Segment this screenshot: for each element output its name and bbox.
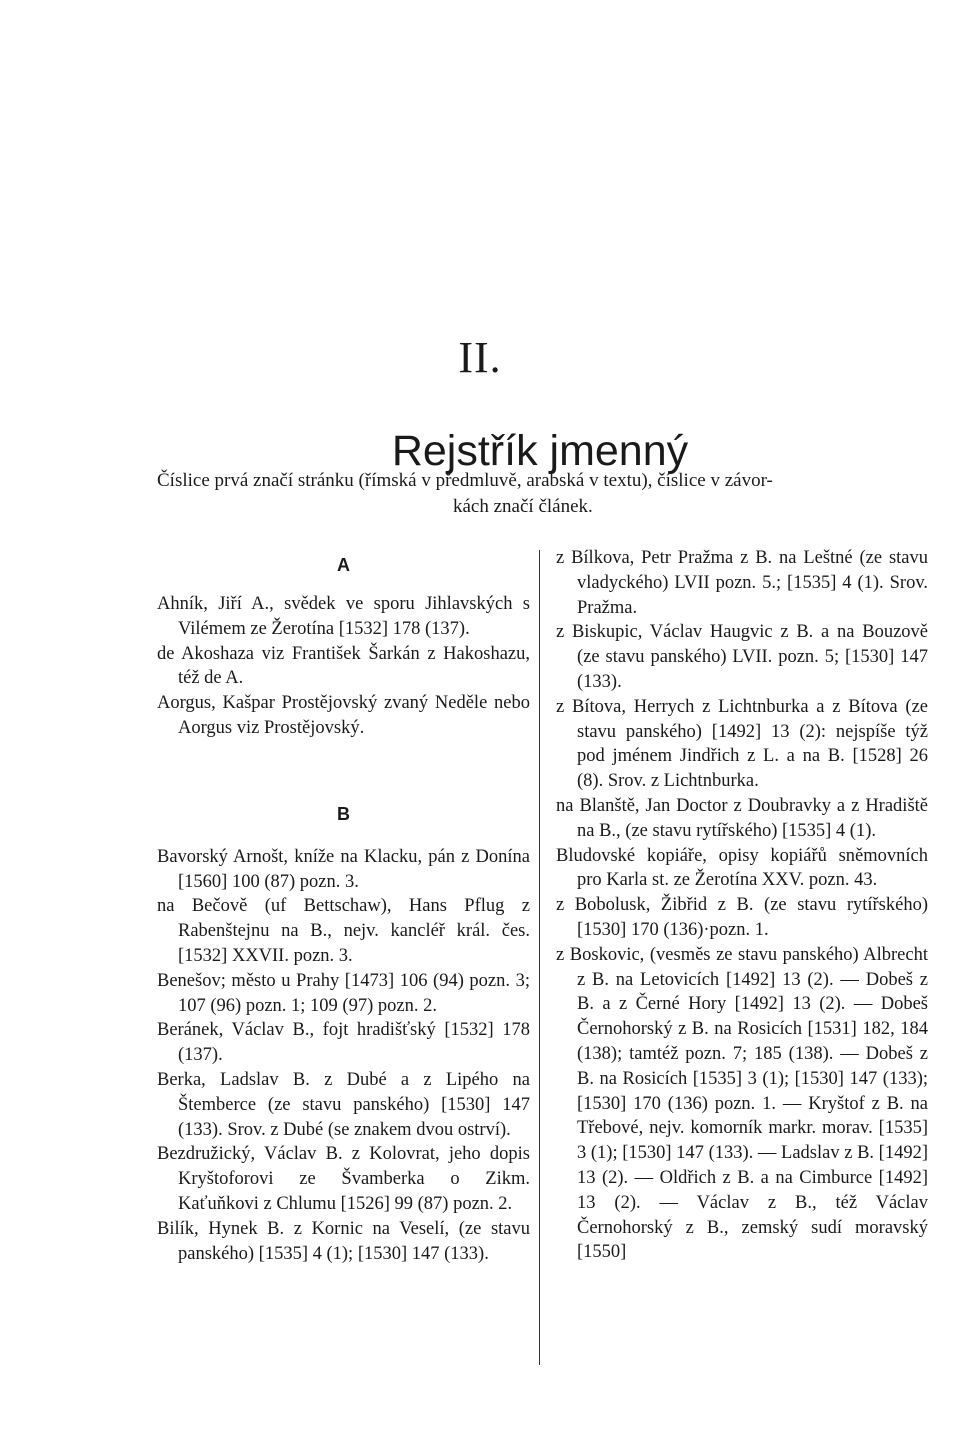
page-title: Rejstřík jmenný [391,426,689,475]
index-entry: z Biskupic, Václav Haugvic z B. a na Bouzově (ze stavu panského) LVII. pozn. 5; [1530] 147 (133). [556,622,928,692]
index-entry: Benešov; město u Prahy [1473] 106 (94) pozn. 3; 107 (96) pozn. 1; 109 (97) pozn. 2. [157,970,530,1016]
column-divider [539,550,540,1365]
index-entry: de Akoshaza viz František Šarkán z Hakoshazu, též de A. [157,643,530,689]
intro-note [157,468,923,520]
index-entry: Bilík, Hynek B. z Kornic na Veselí, (ze stavu panského) [1535] 4 (1); [1530] 147 (133). [157,1218,530,1264]
index-entry: z Bobolusk, Žibřid z B. (ze stavu rytířského) [1530] 170 (136)·pozn. 1. [556,895,928,940]
index-entry: Beránek, Václav B., fojt hradišťský [1532] 178 (137). [157,1020,530,1066]
left-column [157,546,530,1266]
index-entry: Bavorský Arnošt, kníže na Klacku, pán z Donína [1560] 100 (87) pozn. 3. [157,846,530,892]
index-entry: Ahník, Jiří A., svědek ve sporu Jihlavských s Vilémem ze Žerotína [1532] 178 (137). [157,594,530,639]
index-entry: z Bílkova, Petr Pražma z B. na Leštné (ze stavu vladyckého) LVII pozn. 5.; [1535] 4 (1). Srov. Pražma. [556,548,928,618]
intro-line-2: kách značí článek. [453,496,593,517]
right-column [556,546,928,1265]
intro-line-1: Číslice prvá značí stránku (římská v předmluvě, arabská v textu), číslice v závor- [157,470,773,491]
index-entry: Bezdružický, Václav B. z Kolovrat, jeho dopis Kryštoforovi ze Švamberka o Zikm. Kaťuňkovi z Chlumu [1526] 99 (87) pozn. 2. [157,1144,530,1214]
index-entry: Bludovské kopiáře, opisy kopiářů sněmovních pro Karla st. ze Žerotína XXV. pozn. 43. [556,845,928,891]
index-entry: Berka, Ladslav B. z Dubé a z Lipého na Štemberce (ze stavu panského) [1530] 147 (133). Srov. z Dubé (se znakem dvou ostrví). [157,1069,530,1140]
index-entry: na Bečově (uf Bettschaw), Hans Pflug z Rabenštejnu na B., nejv. kancléř král. čes. [1532] XXVII. pozn. 3. [157,896,530,966]
index-entry: na Blanště, Jan Doctor z Doubravky a z Hradiště na B., (ze stavu rytířského) [1535] 4 (1). [556,795,928,841]
index-entry: z Boskovic, (vesměs ze stavu panského) Albrecht z B. na Letovicích [1492] 13 (2). — Dobeš z B. a z Černé Hory [1492] 13 (2). — Dobeš Černohorský z B. na Rosicích [1531] 182, 184 (138); tamtéž pozn. 7; 185 (138). — Dobeš z B. na Rosicích [1535] 3 (1); [1530] 147 (133); [1530] 170 (136) pozn. 1. — Kryštof z B. na Třebové, nejv. komorník markr. morav. [1535] 3 (1); [1530] 147 (133). — Ladslav z B. [1492] 13 (2). — Oldřich z B. a na Cimburce [1492] 13 (2). — Václav z B., též Václav Černohorský z B., zemský sudí moravský [1550] [556,944,928,1263]
section-letter-b: B [337,803,350,824]
part-number: II. [458,333,502,382]
index-entry: Aorgus, Kašpar Prostějovský zvaný Neděle nebo Aorgus viz Prostějovský. [157,693,530,738]
section-letter-a: A [337,555,350,575]
index-entry: z Bítova, Herrych z Lichtnburka a z Bítova (ze stavu panského) [1492] 13 (2): nejspíše týž pod jménem Jindřich z L. a na B. [1528] 26 (8). Srov. z Lichtnburka. [556,696,928,792]
